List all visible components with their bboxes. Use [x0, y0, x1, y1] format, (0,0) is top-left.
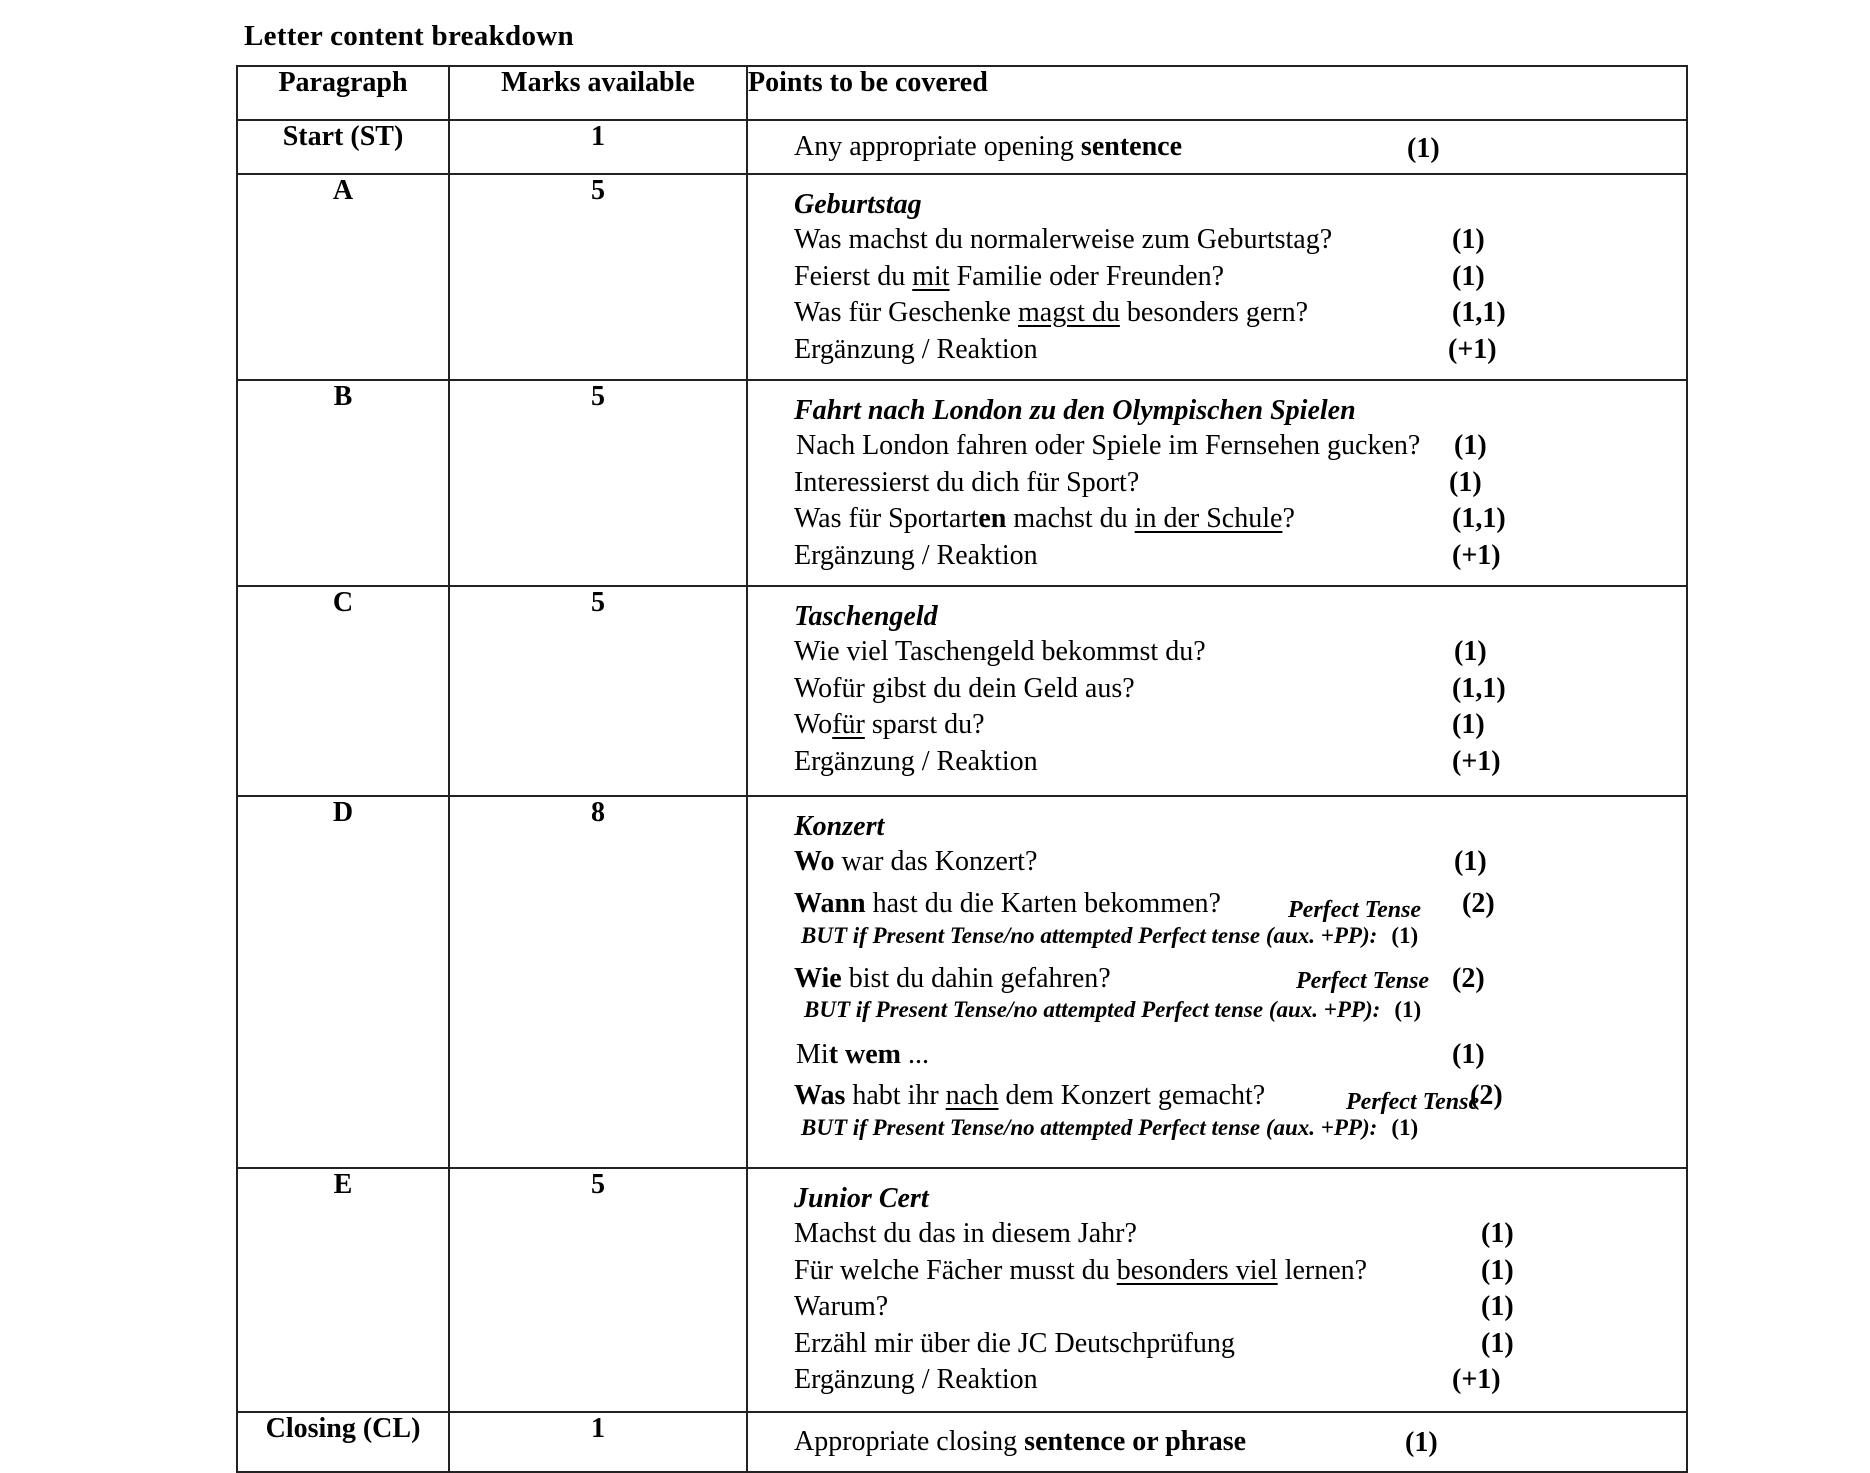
- topic-heading: Fahrt nach London zu den Olympischen Spielen: [794, 395, 1356, 426]
- point-text: Für welche Fächer musst du: [794, 1254, 1117, 1286]
- point-text-underlined: besonders viel: [1116, 1254, 1278, 1286]
- point-text-bold: Wo: [794, 846, 835, 877]
- points-cell: [747, 1168, 1687, 1412]
- topic-heading: Taschengeld: [794, 601, 938, 632]
- point-text: Ergänzung / Reaktion: [794, 333, 1038, 365]
- point-text: Was für Geschenke: [794, 297, 1018, 328]
- sub-note-text: BUT if Present Tense/no attempted Perfect tense (aux. +PP):: [801, 1115, 1378, 1140]
- tense-note: Perfect Tense: [1288, 896, 1422, 923]
- point-text: machst du: [1006, 503, 1135, 534]
- point-line: [794, 1289, 1686, 1326]
- point-text: Nach London fahren oder Spiele im Fernsehen gucken?: [796, 430, 1421, 461]
- point-mark: (1): [1481, 1291, 1514, 1322]
- sub-note-text: BUT if Present Tense/no attempted Perfect tense (aux. +PP):: [804, 997, 1381, 1022]
- point-line: [794, 961, 1686, 998]
- point-mark: (+1): [1452, 1364, 1501, 1395]
- header-marks: Marks available: [449, 66, 747, 120]
- table-header-row: [237, 66, 1687, 120]
- point-text: Ergänzung / Reaktion: [794, 745, 1038, 777]
- point-line: [794, 1216, 1686, 1253]
- header-paragraph: Paragraph: [237, 66, 449, 120]
- point-text: Was für Sportart: [794, 503, 979, 534]
- point-text: Ergänzung / Reaktion: [794, 539, 1038, 571]
- point-mark: (1): [1481, 1218, 1514, 1249]
- point-text: ?: [1282, 503, 1295, 534]
- point-line: [794, 538, 1686, 575]
- point-mark: (1): [1452, 1039, 1485, 1070]
- point-line: [794, 501, 1686, 538]
- points-cell: [747, 1412, 1687, 1472]
- point-mark: (1): [1449, 466, 1482, 498]
- marks-value: 5: [449, 380, 747, 586]
- point-text-bold: Wie: [794, 962, 842, 994]
- point-text: Was machst du normalerweise zum Geburtstag?: [794, 224, 1333, 255]
- point-mark: (1): [1481, 1327, 1514, 1359]
- header-points: Points to be covered: [747, 66, 1687, 120]
- marks-value: 1: [449, 1412, 747, 1472]
- sub-note: [794, 997, 1686, 1027]
- point-text: Mi: [796, 1039, 829, 1070]
- topic-heading: Geburtstag: [794, 189, 922, 220]
- row-e: [237, 1168, 1687, 1412]
- point-mark: (2): [1462, 887, 1495, 919]
- point-mark: (1): [1407, 133, 1440, 164]
- point-line: [794, 881, 1686, 923]
- points-cell: [747, 120, 1687, 174]
- point-line: [794, 332, 1686, 369]
- point-mark: (+1): [1452, 745, 1501, 777]
- point-line: [794, 222, 1686, 259]
- content-breakdown-table: [236, 65, 1688, 1473]
- tense-note: Perfect Tense: [1346, 1089, 1480, 1115]
- point-line: [794, 744, 1686, 781]
- point-mark: (1,1): [1452, 503, 1506, 534]
- point-text: lernen?: [1277, 1254, 1368, 1286]
- point-mark: (2): [1470, 1080, 1503, 1111]
- point-mark: (1): [1481, 1254, 1514, 1286]
- point-text: Warum?: [794, 1291, 889, 1322]
- sub-note-mark: (1): [1394, 997, 1422, 1022]
- row-a: [237, 174, 1687, 380]
- points-cell: [747, 796, 1687, 1168]
- point-line: [794, 671, 1686, 708]
- point-text-bold: t wem: [828, 1039, 901, 1070]
- row-start: [237, 120, 1687, 174]
- point-text-underlined: magst du: [1018, 297, 1120, 328]
- paragraph-label: C: [237, 586, 449, 796]
- points-cell: [747, 380, 1687, 586]
- point-text-underlined: nach: [945, 1080, 999, 1111]
- topic-heading: Junior Cert: [794, 1183, 929, 1214]
- point-text: war das Konzert?: [834, 846, 1038, 877]
- point-text-bold: Was: [794, 1080, 846, 1111]
- row-d: [237, 796, 1687, 1168]
- marks-value: 5: [449, 1168, 747, 1412]
- point-text: Wo: [794, 709, 833, 740]
- point-mark: (1): [1454, 430, 1487, 461]
- topic-heading: Konzert: [794, 811, 885, 842]
- paragraph-label: B: [237, 380, 449, 586]
- point-text: hast du die Karten bekommen?: [865, 887, 1221, 919]
- point-line: [794, 1073, 1686, 1115]
- paragraph-label: A: [237, 174, 449, 380]
- marks-value: 1: [449, 120, 747, 174]
- point-text: Appropriate closing: [794, 1426, 1025, 1457]
- point-mark: (1): [1405, 1427, 1438, 1458]
- point-line: [794, 465, 1686, 502]
- sub-note-text: BUT if Present Tense/no attempted Perfect tense (aux. +PP):: [801, 922, 1378, 948]
- point-mark: (+1): [1452, 539, 1501, 571]
- point-text-underlined: für: [832, 709, 865, 740]
- point-mark: (1,1): [1452, 672, 1506, 704]
- marks-value: 8: [449, 796, 747, 1168]
- tense-note: Perfect Tense: [1296, 967, 1430, 994]
- point-text: Wofür gibst du dein Geld aus?: [794, 672, 1135, 704]
- point-text: Any appropriate opening: [794, 131, 1081, 162]
- page-title: Letter content breakdown: [244, 20, 574, 52]
- point-text: Erzähl mir über die JC Deutschprüfung: [794, 1327, 1235, 1359]
- point-line: [794, 1362, 1686, 1399]
- paragraph-label: Start (ST): [237, 120, 449, 174]
- points-cell: [747, 586, 1687, 796]
- paragraph-label: E: [237, 1168, 449, 1412]
- point-text: dem Konzert gemacht?: [998, 1080, 1266, 1111]
- point-text-bold: en: [978, 503, 1007, 534]
- point-text: Machst du das in diesem Jahr?: [794, 1218, 1137, 1249]
- point-line: [794, 295, 1686, 332]
- marks-value: 5: [449, 174, 747, 380]
- point-line: [794, 1035, 1686, 1073]
- row-b: [237, 380, 1687, 586]
- point-line: [794, 634, 1686, 671]
- sub-note: [794, 1115, 1686, 1145]
- point-text: besonders gern?: [1119, 297, 1309, 328]
- point-text: Feierst du: [794, 260, 913, 292]
- point-text: sparst du?: [864, 709, 985, 740]
- row-c: [237, 586, 1687, 796]
- point-line: [794, 259, 1686, 296]
- marks-value: 5: [449, 586, 747, 796]
- point-mark: (1): [1452, 260, 1485, 292]
- point-text-bold: sentence or phrase: [1024, 1426, 1247, 1457]
- point-mark: (1): [1454, 846, 1487, 877]
- point-mark: (+1): [1448, 333, 1497, 365]
- point-line: [794, 844, 1686, 881]
- paragraph-label: D: [237, 796, 449, 1168]
- point-mark: (1): [1452, 709, 1485, 740]
- point-text-underlined: mit: [912, 260, 950, 292]
- point-mark: (1): [1454, 636, 1487, 667]
- point-text: Interessierst du dich für Sport?: [794, 466, 1140, 498]
- point-text: bist du dahin gefahren?: [841, 962, 1111, 994]
- paragraph-label: Closing (CL): [237, 1412, 449, 1472]
- point-text: habt ihr: [845, 1080, 946, 1111]
- point-text: Familie oder Freunden?: [949, 260, 1225, 292]
- point-mark: (1,1): [1452, 297, 1506, 328]
- sub-note-mark: (1): [1391, 1115, 1419, 1140]
- point-text: Ergänzung / Reaktion: [794, 1364, 1038, 1395]
- point-text-bold: sentence: [1080, 131, 1182, 162]
- point-text: Wie viel Taschengeld bekommst du?: [794, 636, 1206, 667]
- point-mark: (2): [1452, 962, 1485, 994]
- point-line: [794, 1326, 1686, 1363]
- sub-note-mark: (1): [1391, 922, 1419, 948]
- point-line: [794, 707, 1686, 744]
- point-line: [794, 1253, 1686, 1290]
- points-cell: [747, 174, 1687, 380]
- point-text-underlined: in der Schule: [1134, 503, 1283, 534]
- row-closing: [237, 1412, 1687, 1472]
- sub-note: [794, 923, 1686, 953]
- point-text-bold: Wann: [794, 887, 866, 919]
- point-line: [794, 428, 1686, 465]
- point-mark: (1): [1452, 224, 1485, 255]
- point-text: ...: [900, 1039, 929, 1070]
